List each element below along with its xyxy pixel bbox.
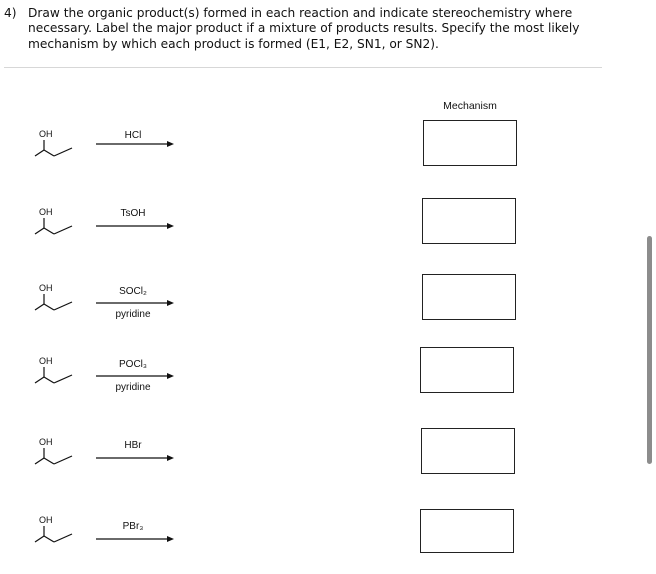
- hydroxyl-label: OH: [39, 207, 53, 217]
- reactant-structure: [28, 355, 80, 393]
- question-line-3: mechanism by which each product is formed (E1, E2, SN1, or SN2).: [28, 36, 439, 51]
- molecule-skeleton-icon: [28, 436, 80, 474]
- condition-label: pyridine: [115, 309, 151, 320]
- reaction-row-3: [0, 282, 656, 342]
- molecule-skeleton-icon: [28, 514, 80, 552]
- reactant-structure: [28, 436, 80, 474]
- reactant-structure: [28, 514, 80, 552]
- mechanism-answer-box[interactable]: [422, 274, 516, 320]
- hydroxyl-label: OH: [39, 356, 53, 366]
- reagent-label: TsOH: [120, 208, 146, 219]
- reaction-arrow-icon: [96, 372, 174, 380]
- mechanism-answer-box[interactable]: [422, 198, 516, 244]
- divider: [4, 67, 602, 68]
- scrollbar[interactable]: [647, 236, 652, 464]
- mechanism-header: Mechanism: [443, 100, 497, 112]
- reagent-label: HCl: [124, 130, 142, 141]
- reagent-label: HBr: [124, 440, 142, 451]
- reaction-row-1: [0, 128, 656, 188]
- mechanism-answer-box[interactable]: [423, 120, 517, 166]
- reagent-label: POCl₃: [119, 359, 147, 370]
- molecule-skeleton-icon: [28, 355, 80, 393]
- reaction-arrow-icon: [96, 299, 174, 307]
- reactant-structure: [28, 128, 80, 166]
- hydroxyl-label: OH: [39, 283, 53, 293]
- reaction-row-4: [0, 355, 656, 415]
- reaction-arrow-icon: [96, 140, 174, 148]
- reactant-structure: [28, 282, 80, 320]
- hydroxyl-label: OH: [39, 515, 53, 525]
- mechanism-answer-box[interactable]: [421, 428, 515, 474]
- reaction-arrow-icon: [96, 222, 174, 230]
- hydroxyl-label: OH: [39, 437, 53, 447]
- reaction-row-2: [0, 206, 656, 266]
- reagent-label: SOCl₂: [119, 286, 147, 297]
- mechanism-answer-box[interactable]: [420, 347, 514, 393]
- mechanism-answer-box[interactable]: [420, 509, 514, 553]
- molecule-skeleton-icon: [28, 282, 80, 320]
- question-number: 4): [4, 6, 17, 20]
- molecule-skeleton-icon: [28, 206, 80, 244]
- condition-label: pyridine: [115, 382, 151, 393]
- reactant-structure: [28, 206, 80, 244]
- reaction-row-6: [0, 514, 656, 574]
- question-line-2: necessary. Label the major product if a mixture of products results. Specify the most likely: [28, 21, 580, 36]
- reagent-label: PBr₃: [122, 521, 144, 532]
- hydroxyl-label: OH: [39, 129, 53, 139]
- molecule-skeleton-icon: [28, 128, 80, 166]
- question-line-1: Draw the organic product(s) formed in each reaction and indicate stereochemistry where: [28, 6, 573, 20]
- reaction-arrow-icon: [96, 535, 174, 543]
- reaction-arrow-icon: [96, 454, 174, 462]
- reaction-row-5: [0, 436, 656, 496]
